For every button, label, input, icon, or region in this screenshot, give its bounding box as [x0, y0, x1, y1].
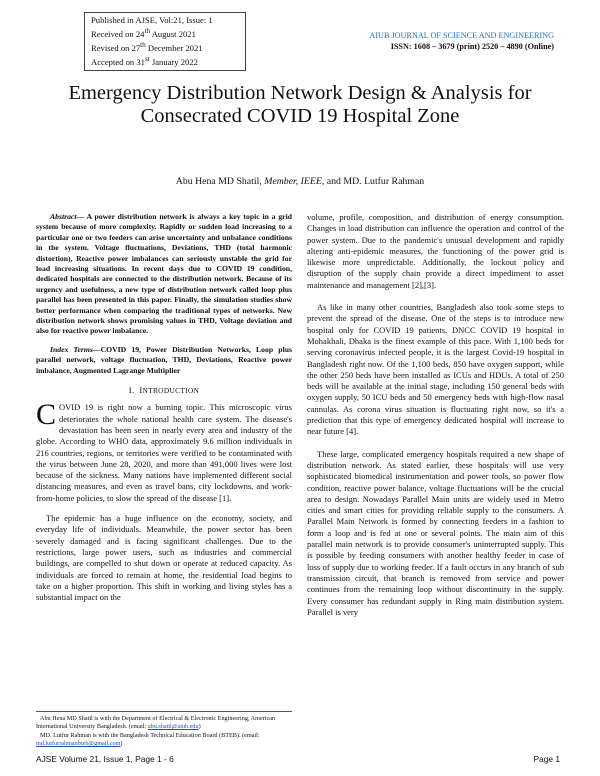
published-line: Published in AJSE, Vol:21, Issue: 1: [91, 15, 213, 25]
received-line: Received on 24th August 2021: [91, 27, 196, 39]
footer-page-number: Page 1: [533, 754, 560, 764]
index-terms-text: —COVID 19, Power Distribution Networks, Loop plus parallel network, voltage fluctuation, THD, Deviations, Reactive power imbalance, Augmented Lagrange Multiplier: [36, 344, 292, 375]
author-line: [60, 176, 540, 187]
intro-paragraph-3: volume, profile, composition, and distribution of energy consumption. Changes in load distribution can influence the operation and control of the power system. Due to the pandemic's unusual development and rapidly altering anti-epidemic measures, the functioning of the power grid is likewise more unpredictable. Additionally, the lockout policy and disruption of the supply chain provide a direct impediment to asset maintenance and management [2],[3].: [307, 212, 564, 290]
email-link-2[interactable]: md.lutfurrahmanbteb@gmail.com: [36, 740, 121, 747]
intro-paragraph-2: The epidemic has a huge influence on the economy, society, and everyday life of individuals. Meanwhile, the power sector has been severely damaged and is facing significant challenges. Due to the restrictions, large power users, such as industries and commercial buildings, are compelled to shut down or operate at reduced capacity. As individuals are forced to remain at home, the residential load begins to take on a higher proportion. This shift in working and living styles has a substantial impact on the: [36, 513, 292, 603]
abstract-label: Abstract: [50, 212, 77, 221]
abstract-text: — A power distribution network is always a key topic in a grid system because of more complexity. Rapidly or sudden load increasing to a particular one or two feeders can arise uncertainty and unbalance conditions in the system. Voltage fluctuations, Deviations, THD (total harmonic distortion), Reactive power imbalances can seriously unstable the grid for load increasing situations. In recent days due to COVID 19 condition, dedicated hospitals are connected to the distribution network. Because of its urgency and usefulness, a new type of distribution network called loop plus parallel has been presented in this paper. Finally, the simulation studies show better performance when comparing the traditional types of networks. New distribution network shows promising values in THD, Voltage deviation and also for reactive power imbalance.: [36, 212, 292, 336]
right-column: [307, 212, 564, 629]
publication-info-box: [84, 12, 246, 71]
index-terms-label: Index Terms: [50, 344, 93, 354]
footnote-2: MD. Lutfur Rahman is with the Bangladesh Technical Education Board (BTEB). (email: md.lutfurrahmanbteb@gmail.com): [36, 732, 260, 747]
author-membership: Member, IEEE: [264, 176, 322, 187]
intro-paragraph-1: COVID 19 is right now a burning topic. This microscopic virus deteriorates the whole national health care system. The disease's devastation has been seen in nearly every area and industry of the globe. According to WHO data, approximately 9.6 million individuals in 216 countries, regions, or territories were verified to be contaminated with the virus between June 28, 2020, and more than 491,000 lives were lost because of the sickness. Many nations have implemented different social distancing measures, and even as travel bans, city lockdowns, and work-from-home policies, to slow the spread of the disease [1].: [36, 398, 292, 503]
section-heading-introduction: I. INTRODUCTION: [128, 385, 200, 396]
author-2: , and MD. Lutfur Rahman: [321, 176, 425, 187]
drop-cap: C: [36, 398, 57, 432]
revised-line: Revised on 27th December 2021: [91, 40, 203, 53]
journal-name: AIUB JOURNAL OF SCIENCE AND ENGINEERING: [369, 31, 554, 40]
accepted-line: Accepted on 31st January 2022: [91, 54, 198, 67]
email-link-1[interactable]: abu.shatil@aiub.edu: [147, 723, 199, 730]
index-terms: [36, 345, 292, 376]
author-footnotes: [36, 711, 292, 749]
footer-journal-info: AJSE Volume 21, Issue 1, Page 1 - 6: [36, 754, 174, 764]
paper-title: Emergency Distribution Network Design & Analysis for Consecrated COVID 19 Hospital Zone: [68, 82, 532, 127]
footnote-1: Abu Hena MD Shatil is with the Department of Electrical & Electronic Engineering, American International University Bangladesh. (email: abu.shatil@aiub.edu): [36, 715, 276, 730]
abstract: [36, 212, 292, 337]
left-column: [36, 212, 292, 612]
journal-header: [314, 30, 554, 52]
journal-issn: ISSN: 1608 – 3679 (print) 2520 – 4890 (Online): [390, 42, 554, 51]
intro-paragraph-4: As like in many other countries, Bangladesh also took some steps to prevent the spread of the disease. One of the steps is to introduce new hospital only for COVID 19 patients. DNCC COVID 19 hospital in Mohakhali, Dhaka is the finest example of this pace. With 1,100 beds for serving coronavirus infected people, it is the largest Covid-19 hospital in Bangladesh right now. Of the 1,100 beds, 850 have oxygen support, while the other 250 beds have been installed as ICUs and HDUs. A total of 250 beds will be available at the initial stage, including 150 general beds with oxygen supply, 50 ICU beds and 50 emergency beds with high-flow nasal cannulas. As corona virus situation is fluctuating right now, so it's a prediction that this type of emergency dedicated hospital will increase to near future [4].: [307, 302, 564, 437]
intro-paragraph-5: These large, complicated emergency hospitals required a new shape of distribution network. As stated earlier, these hospitals will use very sophisticated biomedical instrumentation and power tools, so power flow condition, reactive power balance, voltage fluctuations will be the crucial area to design. Nowadays Parallel Main units are widely used in Metro cities and smart cities for providing reliable supply to the consumers. A Parallel Main Network is formed by connecting feeders in a fashion to form a loop and is fed at one or several points. The main aim of this parallel main network is to provide consumer's uninterrupted supply. This is possible by feeding consumers with another healthy feeder in case of loss of supply due to working feeder. If a fault occurs in any branch of sub transmission circuit, that branch is removed from service and power continues from the remaining loop without discontinuity in the supply. Every consumer has redundant supply in Ring main distribution system. Parallel is very: [307, 448, 564, 617]
author-1: Abu Hena MD Shatil,: [175, 176, 265, 187]
